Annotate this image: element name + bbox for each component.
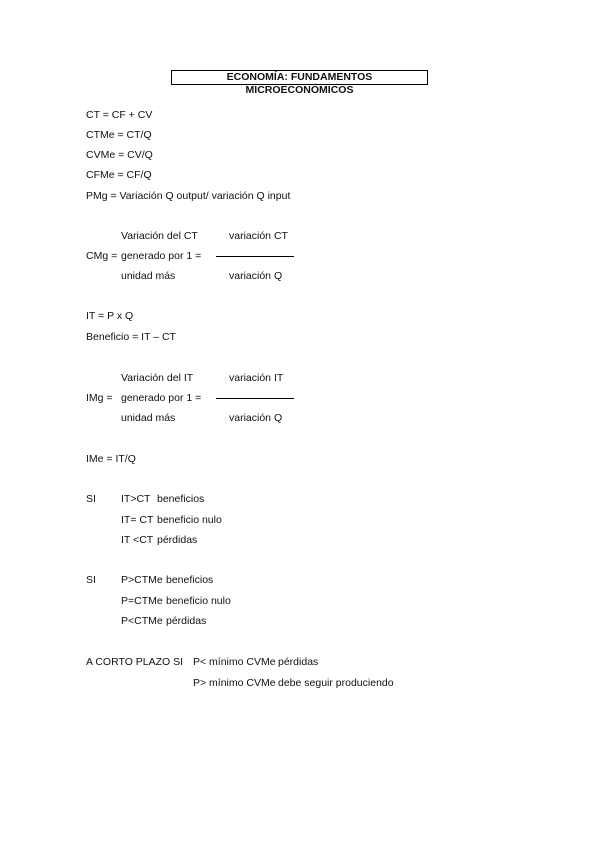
cmg-label: CMg =: [86, 250, 118, 262]
case-p-cond: P<CTMe: [121, 615, 163, 627]
case-p-cond: P>CTMe: [121, 574, 163, 586]
formula-pmg: PMg = Variación Q output/ variación Q input: [86, 190, 291, 202]
cmg-line1: Variación del CT: [121, 230, 198, 242]
short-run-label: A CORTO PLAZO SI: [86, 656, 184, 668]
case-it-cond: IT <CT: [121, 534, 154, 546]
formula-ct: CT = CF + CV: [86, 109, 153, 121]
short-run-cond: P> mínimo CVMe: [193, 677, 276, 689]
case-it-result: beneficios: [157, 493, 205, 505]
img-fraction-bar: [216, 398, 294, 399]
formula-ime: IMe = IT/Q: [86, 453, 136, 465]
case-it-label: SI: [86, 493, 96, 505]
cmg-denominator: variación Q: [229, 270, 283, 282]
img-numerator: variación IT: [229, 372, 284, 384]
short-run-cond: P< mínimo CVMe: [193, 656, 276, 668]
formula-beneficio: Beneficio = IT – CT: [86, 331, 176, 343]
case-it-cond: IT= CT: [121, 514, 154, 526]
short-run-result: debe seguir produciendo: [278, 677, 394, 689]
img-denominator: variación Q: [229, 412, 283, 424]
cmg-numerator: variación CT: [229, 230, 288, 242]
formula-it: IT = P x Q: [86, 310, 134, 322]
formula-cvme: CVMe = CV/Q: [86, 149, 153, 161]
img-line2: generado por 1 =: [121, 392, 202, 404]
formula-ctme: CTMe = CT/Q: [86, 129, 152, 141]
case-p-result: beneficios: [166, 574, 214, 586]
short-run-result: pérdidas: [278, 656, 319, 668]
case-p-result: pérdidas: [166, 615, 207, 627]
img-line3: unidad más: [121, 412, 176, 424]
case-p-result: beneficio nulo: [166, 595, 231, 607]
case-it-cond: IT>CT: [121, 493, 151, 505]
img-label: IMg =: [86, 392, 113, 404]
case-it-result: pérdidas: [157, 534, 198, 546]
img-line1: Variación del IT: [121, 372, 194, 384]
case-p-cond: P=CTMe: [121, 595, 163, 607]
case-it-result: beneficio nulo: [157, 514, 222, 526]
cmg-line3: unidad más: [121, 270, 176, 282]
cmg-fraction-bar: [216, 256, 294, 257]
case-p-label: SI: [86, 574, 96, 586]
page-title: ECONOMÍA: FUNDAMENTOS MICROECONÓMICOS: [171, 70, 428, 85]
cmg-line2: generado por 1 =: [121, 250, 202, 262]
formula-cfme: CFMe = CF/Q: [86, 169, 152, 181]
